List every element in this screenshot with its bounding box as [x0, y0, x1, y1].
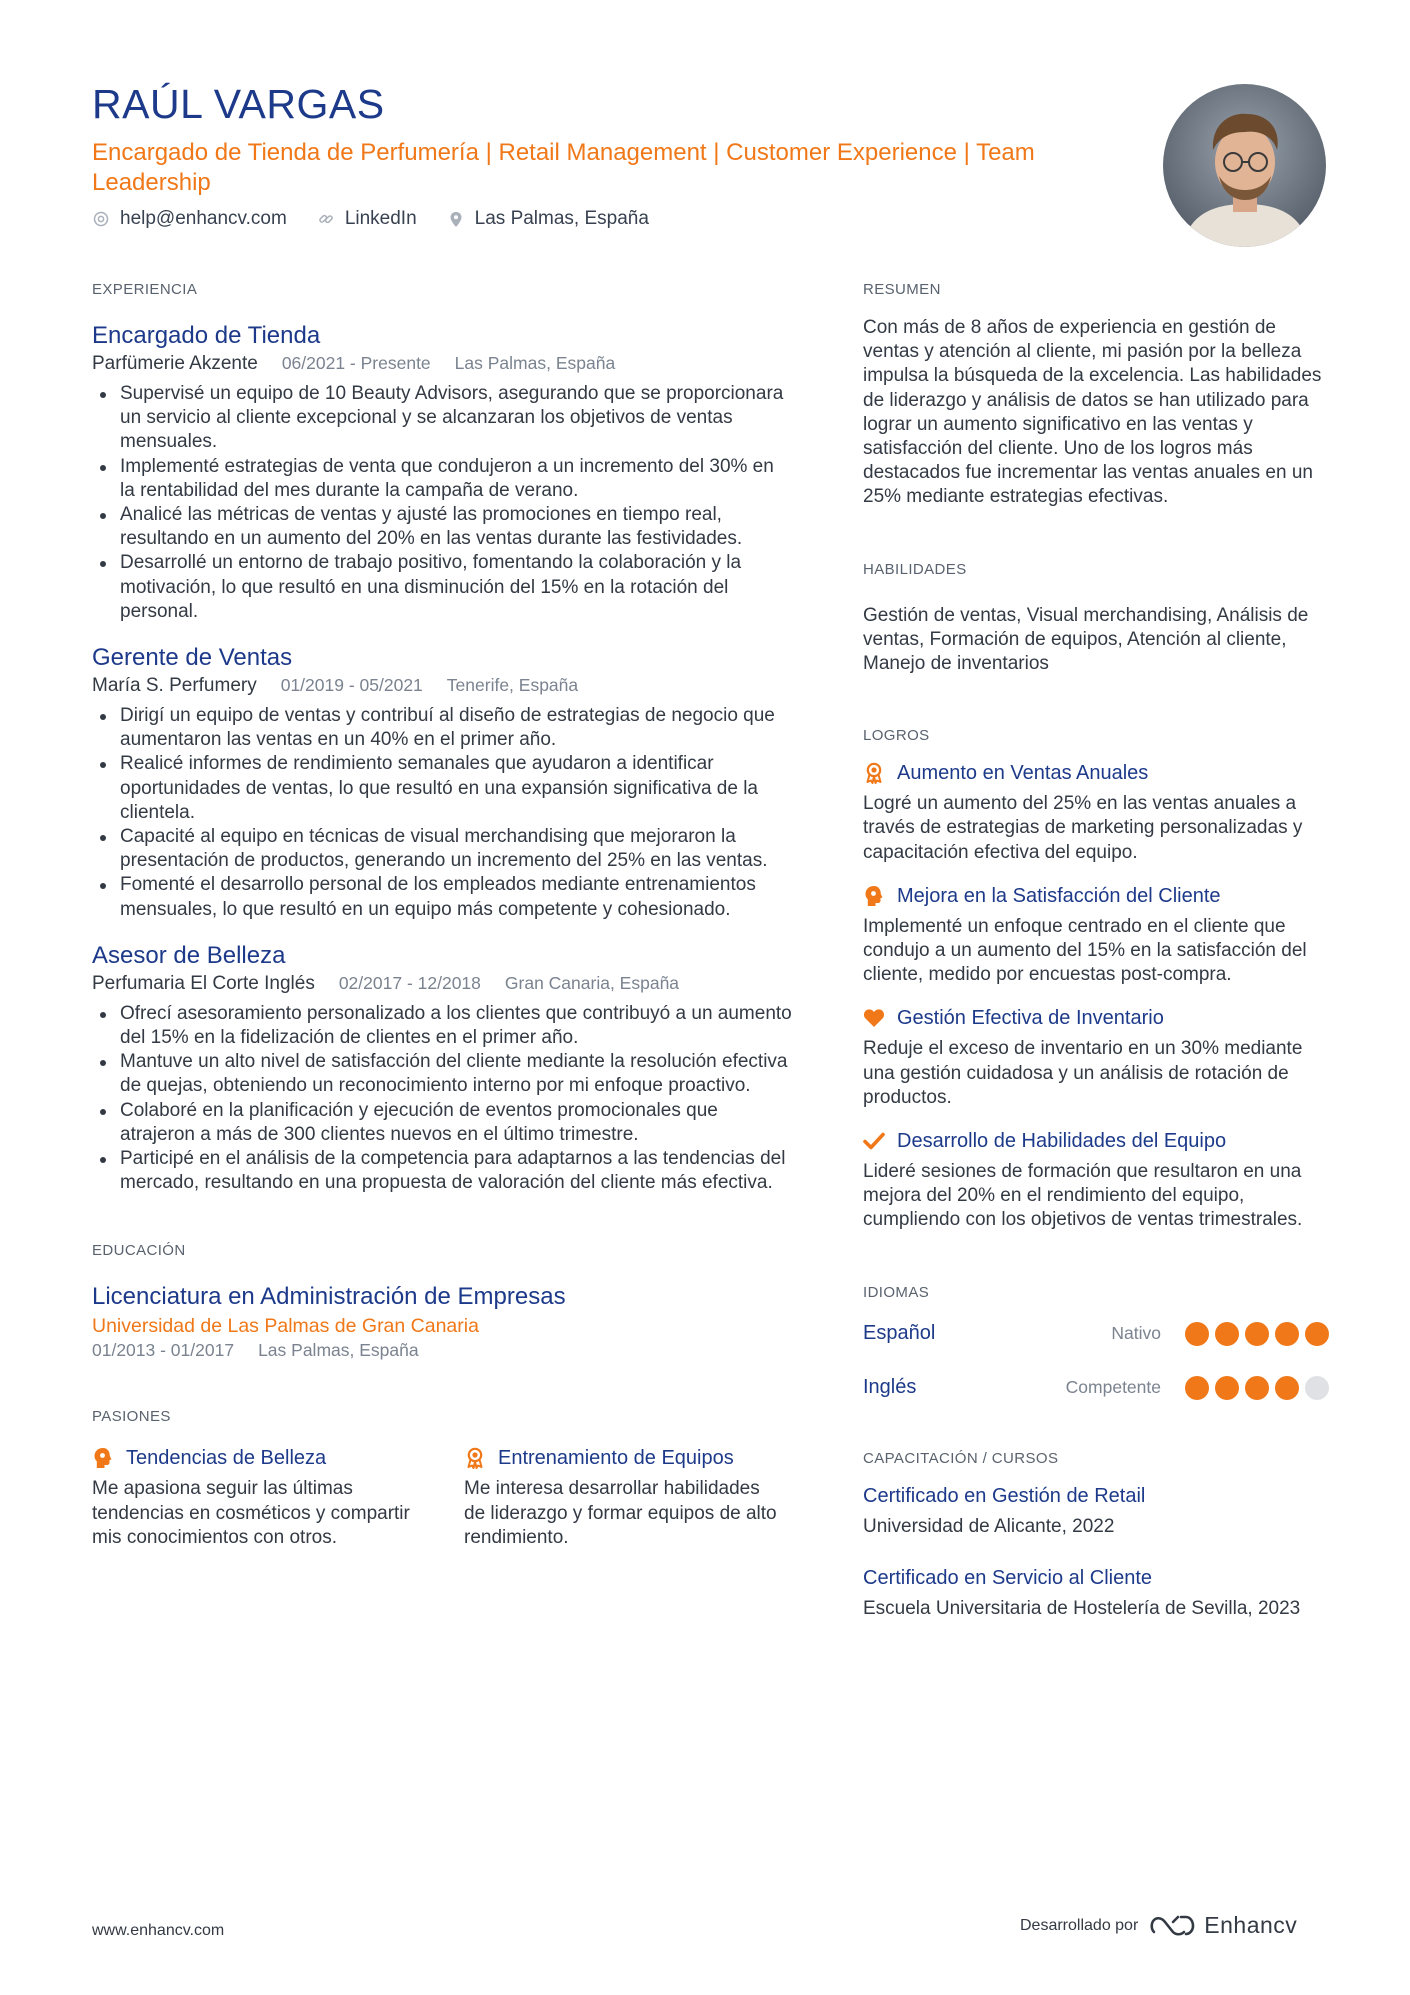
- education-meta: [92, 1339, 792, 1361]
- job-meta: [92, 351, 792, 376]
- passion-item: [92, 1445, 464, 1550]
- experience-section: [92, 280, 792, 1195]
- skills-text: Gestión de ventas, Visual merchandising, Análisis de ventas, Formación de equipos, Atención al cliente, Manejo de inventarios: [863, 604, 1309, 675]
- job-meta: [92, 673, 792, 698]
- job-dates: 01/2019 - 05/2021: [280, 675, 423, 696]
- language-rating: [1179, 1376, 1329, 1400]
- achievement-description: Logré un aumento del 25% en las ventas anuales a través de estrategias de marketing personalizadas y capacitación efectiva del equipo.: [863, 793, 1303, 863]
- summary-section: [863, 280, 1329, 510]
- job-bullet: Analicé las métricas de ventas y ajusté las promociones en tiempo real, resultando en un aumento del 20% en las ventas durante las festividades.: [92, 503, 792, 551]
- check-icon: [863, 1129, 885, 1153]
- enhancv-brand: Enhancv: [1204, 1912, 1298, 1938]
- languages-heading: IDIOMAS: [863, 1283, 930, 1301]
- passion-title: Entrenamiento de Equipos: [498, 1447, 734, 1470]
- job-bullet: Fomenté el desarrollo personal de los empleados mediante entrenamientos mensuales, lo que resultó en un equipo más competente y cohesionado.: [92, 873, 792, 921]
- passion-description: Me apasiona seguir las últimas tendencias en cosméticos y compartir mis conocimientos con otros.: [92, 1478, 410, 1548]
- skills-heading: HABILIDADES: [863, 560, 967, 578]
- achievement-header: [863, 1005, 1329, 1031]
- job-bullet: Capacité al equipo en técnicas de visual merchandising que mejoraron la presentación de productos, generando un incremento del 25% en las ventas.: [92, 825, 792, 873]
- language-row: [863, 1373, 1329, 1403]
- job-bullet: Ofrecí asesoramiento personalizado a los clientes que contribuyó a un aumento del 15% en la fidelización de clientes en el primer año.: [92, 1002, 792, 1050]
- rating-dot-filled: [1185, 1322, 1209, 1346]
- award-icon: [464, 1446, 486, 1470]
- passions-list: [92, 1445, 792, 1550]
- summary-text: Con más de 8 años de experiencia en gestión de ventas y atención al cliente, mi pasión por la belleza impulsa la búsqueda de la excelencia. Las habilidades de liderazgo y análisis de datos se han utilizado para lograr un aumento significativo en las ventas y satisfacción del cliente. Uno de los logros más destacados fue incrementar las ventas anuales en un 25% mediante estrategias efectivas.: [863, 317, 1322, 508]
- passion-header: [92, 1445, 464, 1471]
- at-icon: [92, 210, 110, 228]
- achievement-description: Lideré sesiones de formación que resultaron en una mejora del 20% en el rendimiento del equipo, cumpliendo con los objetivos de ventas trimestrales.: [863, 1161, 1303, 1231]
- right-column: [863, 280, 1329, 1621]
- achievement-header: [863, 760, 1329, 786]
- contact-linkedin[interactable]: [317, 208, 417, 230]
- headline: Encargado de Tienda de Perfumería | Retail Management | Customer Experience | Team Leadership: [92, 139, 1035, 196]
- achievement-description: Implementé un enfoque centrado en el cliente que condujo a un aumento del 15% en la satisfacción del cliente, medido por encuestas post-compra.: [863, 915, 1307, 986]
- job-bullet: Desarrollé un entorno de trabajo positivo, fomentando la colaboración y la motivación, lo que resultó en una disminución del 15% en la rotación del personal.: [92, 551, 792, 624]
- course-item: [863, 1565, 1329, 1621]
- passion-header: [464, 1445, 792, 1471]
- job-bullet: Dirigí un equipo de ventas y contribuí al diseño de estrategias de negocio que aumentaron las ventas en un 40% en el primer año.: [92, 704, 792, 752]
- job-bullet: Mantuve un alto nivel de satisfacción del cliente mediante la resolución efectiva de quejas, obteniendo un reconocimiento interno por mi enfoque proactivo.: [92, 1050, 792, 1098]
- location-text: Las Palmas, España: [474, 208, 649, 229]
- language-row: [863, 1319, 1329, 1349]
- rating-dot-filled: [1275, 1322, 1299, 1346]
- job-location: Gran Canaria, España: [504, 972, 680, 993]
- education-heading: EDUCACIÓN: [92, 1242, 186, 1260]
- job-title: Encargado de Tienda: [92, 322, 321, 349]
- courses-section: [863, 1449, 1329, 1621]
- job-title: Asesor de Belleza: [92, 941, 286, 969]
- heart-icon: [863, 1006, 885, 1030]
- enhancv-logo: [1150, 1912, 1297, 1939]
- achievement-title: Desarrollo de Habilidades del Equipo: [897, 1130, 1227, 1153]
- rating-dot-filled: [1215, 1376, 1239, 1400]
- summary-heading: RESUMEN: [863, 281, 941, 298]
- rating-dot-filled: [1245, 1322, 1269, 1346]
- footer-url[interactable]: www.enhancv.com: [92, 1922, 225, 1939]
- job-company: María S. Perfumery: [92, 675, 257, 697]
- language-level: Competente: [1065, 1377, 1161, 1398]
- language-rating: [1179, 1322, 1329, 1346]
- job-entry: [92, 322, 792, 624]
- job-bullet: Supervisé un equipo de 10 Beauty Advisors, asegurando que se proporcionara un servicio al cliente excepcional y se alcanzaran los objetivos de ventas mensuales.: [92, 382, 792, 455]
- achievement-item: [863, 1005, 1329, 1110]
- job-dates: 02/2017 - 12/2018: [338, 972, 481, 993]
- language-name: Inglés: [863, 1376, 917, 1399]
- passion-description: Me interesa desarrollar habilidades de liderazgo y formar equipos de alto rendimiento.: [464, 1478, 777, 1548]
- courses-heading: CAPACITACIÓN / CURSOS: [863, 1449, 1059, 1467]
- rating-dot-filled: [1215, 1322, 1239, 1346]
- left-column: [92, 280, 792, 1550]
- rating-dot-filled: [1185, 1376, 1209, 1400]
- rating-dot-filled: [1275, 1376, 1299, 1400]
- job-bullet: Colaboré en la planificación y ejecución de eventos promocionales que atrajeron a más de 300 clientes nuevos en el último trimestre.: [92, 1099, 792, 1147]
- achievements-section: [863, 726, 1329, 1232]
- education-dates: 01/2013 - 01/2017: [92, 1340, 235, 1361]
- course-institution: Escuela Universitaria de Hostelería de Sevilla, 2023: [863, 1597, 1301, 1619]
- powered-by-label: Desarrollado por: [1020, 1916, 1139, 1934]
- passions-section: [92, 1407, 792, 1550]
- job-company: Parfümerie Akzente: [92, 353, 258, 374]
- location-pin-icon: [447, 210, 465, 228]
- job-dates: 06/2021 - Presente: [281, 353, 431, 373]
- achievement-title: Aumento en Ventas Anuales: [897, 762, 1149, 785]
- job-bullet: Implementé estrategias de venta que condujeron a un incremento del 30% en la rentabilidad del mes durante la campaña de verano.: [92, 455, 792, 503]
- rating-dot-filled: [1305, 1322, 1329, 1346]
- contact-email[interactable]: [92, 208, 287, 230]
- course-title: Certificado en Servicio al Cliente: [863, 1566, 1153, 1589]
- job-location: Tenerife, España: [446, 675, 579, 696]
- linkedin-text: LinkedIn: [344, 208, 417, 229]
- contact-location: [447, 208, 649, 230]
- resume-header: [92, 80, 1152, 230]
- award-icon: [863, 761, 885, 785]
- job-company: Perfumaria El Corte Inglés: [92, 972, 315, 994]
- head-icon: [863, 884, 885, 908]
- passion-title: Tendencias de Belleza: [126, 1447, 327, 1470]
- link-icon: [317, 210, 335, 228]
- skills-section: [863, 560, 1329, 677]
- job-bullets: [92, 382, 792, 624]
- language-name: Español: [863, 1322, 936, 1345]
- experience-heading: EXPERIENCIA: [92, 281, 198, 298]
- achievement-header: [863, 1128, 1329, 1154]
- language-level: Nativo: [1111, 1323, 1161, 1344]
- enhancv-logo-icon: [1150, 1914, 1196, 1938]
- job-bullets: [92, 1002, 792, 1196]
- education-school: Universidad de Las Palmas de Gran Canaria: [92, 1315, 479, 1338]
- course-title: Certificado en Gestión de Retail: [863, 1484, 1146, 1507]
- achievement-item: [863, 1128, 1329, 1233]
- footer-brand[interactable]: [1020, 1912, 1297, 1939]
- job-entry: [92, 644, 792, 922]
- achievements-heading: LOGROS: [863, 727, 930, 745]
- rating-dot-empty: [1305, 1376, 1329, 1400]
- rating-dot-filled: [1245, 1376, 1269, 1400]
- achievement-title: Gestión Efectiva de Inventario: [897, 1007, 1164, 1030]
- head-icon: [92, 1446, 114, 1470]
- education-location: Las Palmas, España: [258, 1340, 419, 1361]
- avatar: [1163, 84, 1326, 247]
- achievement-item: [863, 760, 1329, 865]
- job-bullet: Participé en el análisis de la competencia para adaptarnos a las tendencias del mercado, resultando en una propuesta de valoración del cliente más efectiva.: [92, 1147, 792, 1195]
- languages-section: [863, 1283, 1329, 1403]
- job-meta: [92, 971, 792, 996]
- contact-bar: [92, 208, 1152, 230]
- achievement-item: [863, 883, 1329, 988]
- job-entry: [92, 942, 792, 1196]
- candidate-name: RAÚL VARGAS: [92, 81, 385, 127]
- course-item: [863, 1483, 1329, 1539]
- education-degree: Licenciatura en Administración de Empresas: [92, 1283, 566, 1311]
- passions-heading: PASIONES: [92, 1408, 171, 1426]
- job-bullet: Realicé informes de rendimiento semanales que ayudaron a identificar oportunidades de ventas, lo que resultó en una expansión significativa de la clientela.: [92, 752, 792, 825]
- course-institution: Universidad de Alicante, 2022: [863, 1515, 1115, 1537]
- languages-list: [863, 1319, 1329, 1403]
- job-location: Las Palmas, España: [454, 353, 616, 373]
- achievement-title: Mejora en la Satisfacción del Cliente: [897, 884, 1221, 907]
- education-section: [92, 1241, 792, 1361]
- email-text: help@enhancv.com: [120, 208, 287, 229]
- achievement-header: [863, 883, 1329, 909]
- achievement-description: Reduje el exceso de inventario en un 30% mediante una gestión cuidadosa y un análisis de rotación de productos.: [863, 1038, 1303, 1108]
- passion-item: [464, 1445, 792, 1550]
- job-title: Gerente de Ventas: [92, 644, 293, 672]
- job-bullets: [92, 704, 792, 922]
